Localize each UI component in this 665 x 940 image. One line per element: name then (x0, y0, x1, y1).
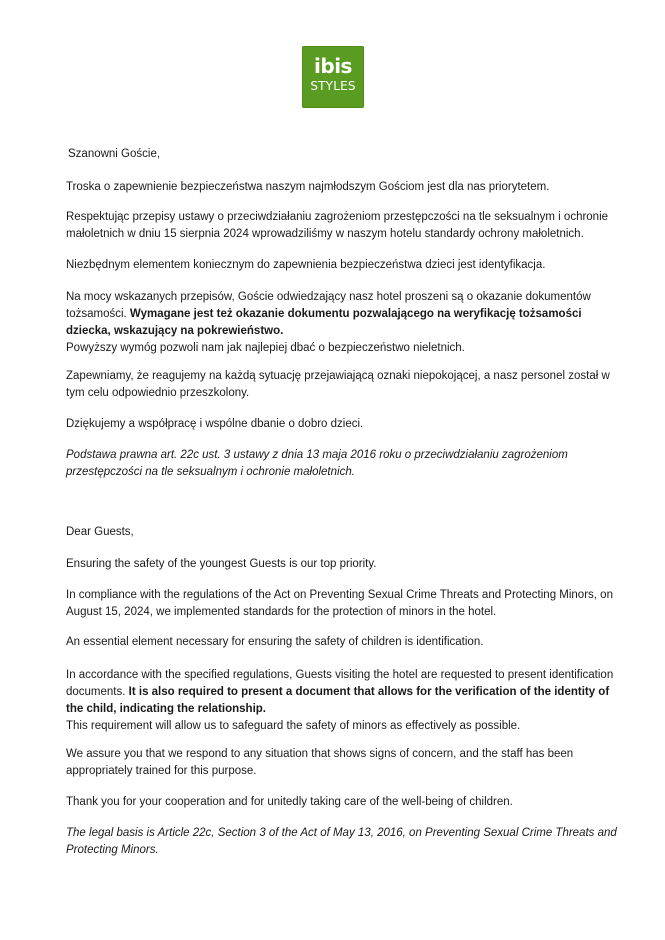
pl-paragraph-2: Respektując przepisy ustawy o przeciwdziałaniu zagrożeniom przestępczości na tle seksualnym i ochronie małoletnich w dniu 15 sierpnia 2024 wprowadziliśmy w naszym hotelu standardy ochrony małoletnich. (66, 211, 609, 240)
en-paragraph-6: Thank you for your cooperation and for unitedly taking care of the well-being of children. (66, 796, 513, 808)
en-paragraph-2: In compliance with the regulations of the Act on Preventing Sexual Crime Threats and Protecting Minors, on August 15, 2024, we implemented standards for the protection of minors in the hotel. (66, 589, 613, 618)
pl-paragraph-6: Dziękujemy a współpracę i wspólne dbanie o dobro dzieci. (66, 418, 364, 430)
logo-line-2: STYLES (310, 79, 356, 93)
en-paragraph-3: An essential element necessary for ensuring the safety of children is identification. (66, 636, 484, 648)
pl-paragraph-5: Zapewniamy, że reagujemy na każdą sytuację przejawiającą oznaki niepokojącej, a nasz personel został w tym celu odpowiednio przeszkolony. (66, 370, 610, 399)
pl-paragraph-4 (66, 289, 617, 357)
en-paragraph-4 (66, 667, 617, 735)
en-greeting: Dear Guests, (66, 526, 134, 538)
pl-p4-normal: Na mocy wskazanych przepisów, Goście odwiedzający nasz hotel proszeni są o okazanie dokumentów tożsamości. (66, 291, 591, 320)
pl-paragraph-1: Troska o zapewnienie bezpieczeństwa naszym najmłodszym Gościom jest dla nas priorytetem. (66, 181, 550, 193)
en-p4-normal: In accordance with the specified regulations, Guests visiting the hotel are requested to present identification documents. (66, 669, 614, 698)
pl-legal-basis: Podstawa prawna art. 22c ust. 3 ustawy z dnia 13 maja 2016 roku o przeciwdziałaniu zagrożeniom przestępczości na tle seksualnym i ochronie małoletnich. (66, 449, 568, 478)
en-p4-bold: It is also required to present a document that allows for the verification of the identity of the child, indicating the relationship. (66, 686, 610, 715)
pl-p4-after: Powyższy wymóg pozwoli nam jak najlepiej dbać o bezpieczeństwo nieletnich. (66, 342, 465, 354)
en-p4-after: This requirement will allow us to safeguard the safety of minors as effectively as possible. (66, 720, 521, 732)
pl-paragraph-3: Niezbędnym elementem koniecznym do zapewnienia bezpieczeństwa dzieci jest identyfikacja. (66, 259, 546, 271)
en-legal-basis: The legal basis is Article 22c, Section 3 of the Act of May 13, 2016, on Preventing Sexual Crime Threats and Protecting Minors. (66, 827, 617, 856)
en-paragraph-1: Ensuring the safety of the youngest Guests is our top priority. (66, 558, 377, 570)
pl-greeting: Szanowni Goście, (68, 148, 161, 160)
pl-p4-bold: Wymagane jest też okazanie dokumentu pozwalającego na weryfikację tożsamości dziecka, wskazujący na pokrewieństwo. (66, 308, 582, 337)
ibis-styles-logo (302, 46, 364, 108)
en-paragraph-5: We assure you that we respond to any situation that shows signs of concern, and the staff has been appropriately trained for this purpose. (66, 748, 574, 777)
logo-line-1: ibis (314, 54, 352, 78)
